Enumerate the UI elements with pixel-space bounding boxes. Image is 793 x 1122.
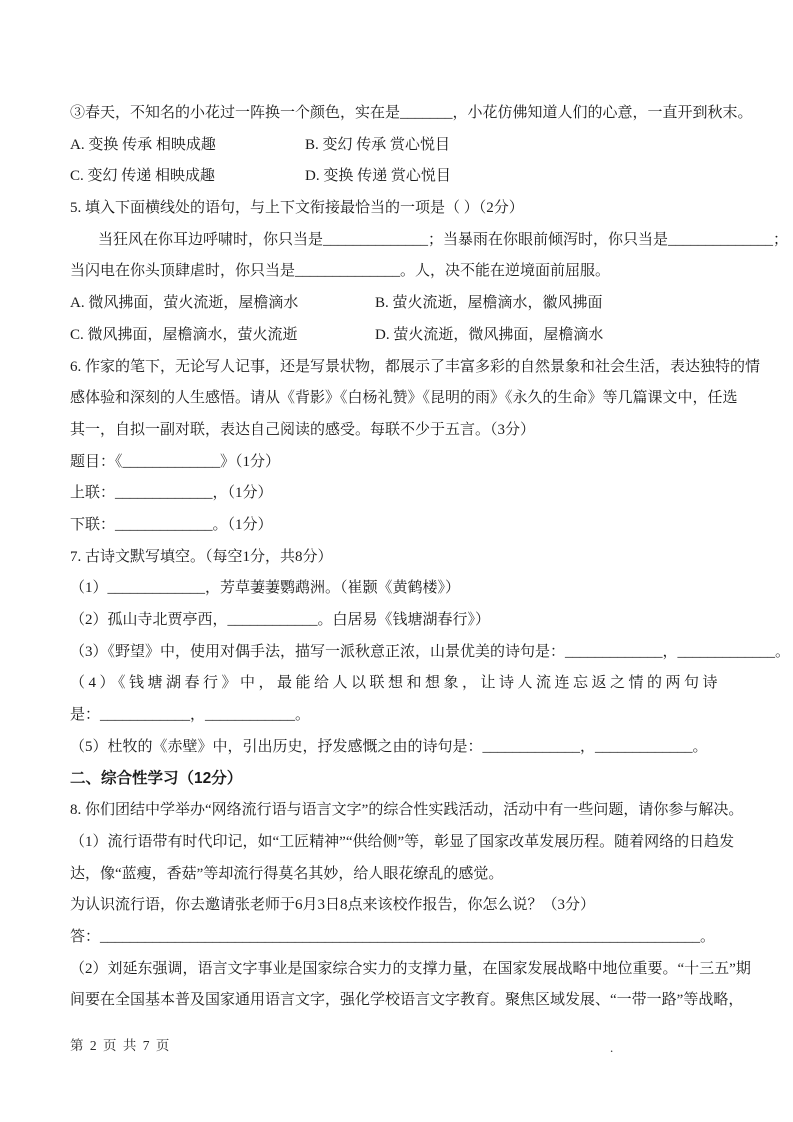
stray-dot-mark: . (610, 1040, 614, 1055)
q7-item-3: （3）《野望》中，使用对偶手法，描写一派秋意正浓，山景优美的诗句是：_____________，_____________。 (70, 643, 791, 660)
section-2-heading: 二、综合性学习（12分） (70, 770, 243, 788)
q4-stem-item3: ③春天，不知名的小花过一阵换一个颜色，实在是_______，小花仿佛知道人们的心意，一直开到秋末。 (70, 105, 753, 121)
q5-option-b: B. 萤火流逝，屋檐滴水，徽风拂面 (375, 295, 603, 312)
q7-stem: 7. 古诗文默写填空。（每空1分，共8分） (70, 548, 333, 565)
q5-option-a: A. 微风拂面，萤火流逝，屋檐滴水 (70, 295, 299, 312)
q4-option-b: B. 变幻 传承 赏心悦目 (305, 136, 451, 153)
q4-option-c: C. 变幻 传递 相映成趣 (70, 168, 216, 185)
q8-item-1-line-3: 为认识流行语，你去邀请张老师于6月3日8点来该校作报告，你怎么说？（3分） (70, 897, 596, 914)
q5-passage-line-2: 当闪电在你头顶肆虐时，你只当是______________。人，决不能在逆境面前屈服。 (70, 263, 611, 280)
q5-option-d: D. 萤火流逝，微风拂面，屋檐滴水 (375, 326, 604, 343)
q7-item-2: （2）孤山寺北贾亭西，____________。白居易《钱塘湖春行》） (70, 612, 491, 628)
q6-stem-line-2: 感体验和深刻的人生感悟。请从《背影》《白杨礼赞》《昆明的雨》《永久的生命》等几篇课文中，任选 (70, 390, 738, 407)
page-footer: 第 2 页 共 7 页 (70, 1038, 171, 1053)
q6-lower-couplet-line: 下联：_____________。（1分） (70, 516, 273, 533)
q7-item-4-line-1: （4）《钱塘湖春行》中，最能给人以联想和想象，让诗人流连忘返之情的两句诗 (70, 675, 722, 692)
q8-item-1-line-2: 达，像“蓝瘦，香菇”等却流行得莫名其妙，给人眼花缭乱的感觉。 (70, 865, 504, 882)
q8-item-2-line-1: （2）刘延东强调，语言文字事业是国家综合实力的支撑力量，在国家发展战略中地位重要。“十三五”期 (70, 960, 751, 977)
q6-title-blank-line: 题目：《_____________》（1分） (70, 453, 281, 470)
q5-options-row-1 (70, 288, 730, 320)
q4-option-d: D. 变换 传递 赏心悦目 (305, 168, 451, 185)
exam-page-body (70, 98, 791, 1017)
q6-stem-line-3: 其一，自拟一副对联，表达自己阅读的感受。每联不少于五言。（3分） (70, 421, 536, 438)
q5-passage-line-1: 当狂风在你耳边呼啸时，你只当是______________；当暴雨在你眼前倾泻时，你只当是______________； (98, 231, 789, 248)
q8-item-1-line-1: （1）流行语带有时代印记，如“工匠精神”“供给侧”等，彰显了国家改革发展历程。随着网络的日趋发 (70, 833, 735, 850)
q4-option-a: A. 变换 传承 相映成趣 (70, 136, 216, 153)
q8-stem: 8. 你们团结中学举办“网络流行语与语言文字”的综合性实践活动，活动中有一些问题，请你参与解决。 (70, 802, 744, 819)
q5-stem: 5. 填入下面横线处的语句，与上下文衔接最恰当的一项是（ ）（2分） (70, 200, 524, 217)
q4-options-row-2 (70, 161, 730, 193)
q4-options-row-1 (70, 130, 730, 162)
q5-options-row-2 (70, 320, 730, 352)
q5-option-c: C. 微风拂面，屋檐滴水，萤火流逝 (70, 326, 298, 343)
q6-upper-couplet-line: 上联：_____________，（1分） (70, 485, 273, 502)
q7-item-5: （5）杜牧的《赤壁》中，引出历史，抒发感慨之由的诗句是：_____________，_____________。 (70, 738, 708, 755)
q8-item-2-line-2: 间要在全国基本普及国家通用语言文字，强化学校语言文字教育。聚焦区域发展、“一带一路”等战略， (70, 992, 744, 1009)
q7-item-4-line-2: 是：____________，____________。 (70, 707, 311, 724)
q8-answer-blank-line: 答：________________________________________________________________________________。 (70, 928, 716, 945)
q6-stem-line-1: 6. 作家的笔下，无论写人记事，还是写景状物，都展示了丰富多彩的自然景象和社会生活，表达独特的情 (70, 358, 761, 375)
q7-item-1: （1）_____________，芳草萋萋鹦鹉洲。（崔颢《黄鹤楼》） (70, 580, 461, 597)
